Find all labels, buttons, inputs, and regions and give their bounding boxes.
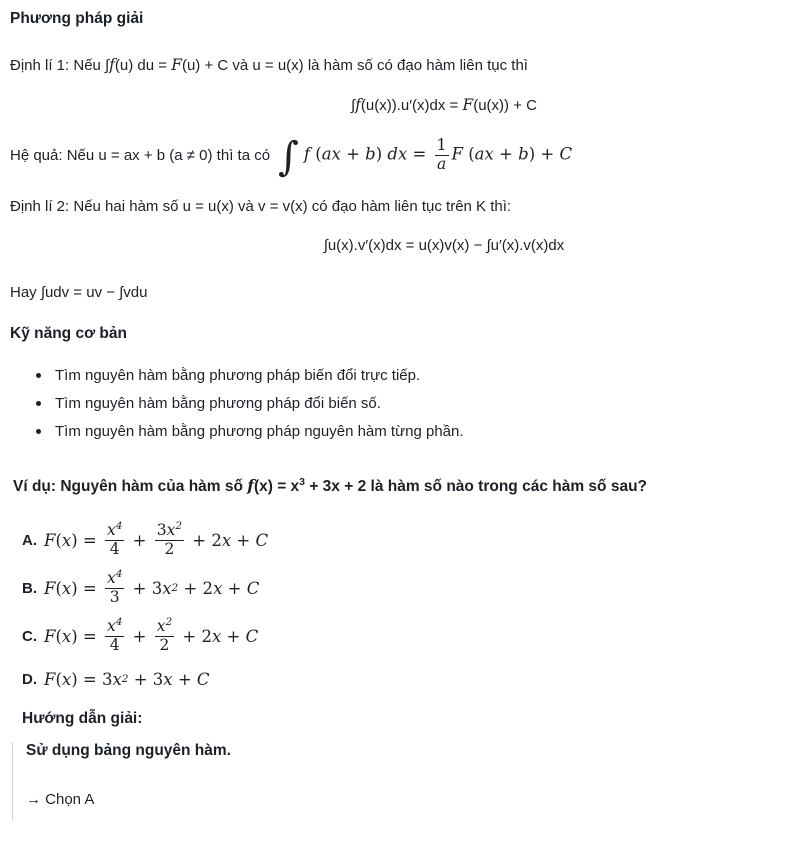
list-item xyxy=(36,367,788,384)
answer-option-d xyxy=(22,664,788,694)
formula-parts: ∫u(x).v′(x)dx = u(x)v(x) − ∫u′(x).v(x)dx xyxy=(323,237,565,254)
example-mid: (x) = x xyxy=(253,478,300,495)
answer-option-a xyxy=(22,516,788,564)
option-label: D. xyxy=(22,670,37,688)
formula1-post: (u(x)) + C xyxy=(473,97,537,114)
bullet-icon xyxy=(36,373,41,378)
integral-sign: ∫ xyxy=(278,134,299,180)
list-item-label: Tìm nguyên hàm bằng phương pháp đổi biến số. xyxy=(55,395,381,412)
solution-block xyxy=(12,742,788,821)
formula-substitution xyxy=(10,96,788,114)
option-label: C. xyxy=(22,627,37,645)
section-heading-method: Phương pháp giải xyxy=(10,10,144,27)
skills-list xyxy=(10,367,788,440)
solution-text: Sử dụng bảng nguyên hàm. xyxy=(26,742,231,759)
list-item xyxy=(36,423,788,440)
list-item-label: Tìm nguyên hàm bằng phương pháp nguyên hàm từng phần. xyxy=(55,423,464,440)
example-post: + 3x + 2 là hàm số nào trong các hàm số sau? xyxy=(305,478,647,495)
section-heading-guide: Hướng dẫn giải: xyxy=(22,710,143,727)
example-question xyxy=(13,476,788,496)
math-var-F: F xyxy=(171,56,182,74)
option-label: A. xyxy=(22,531,37,549)
answer-text: → Chọn A xyxy=(26,791,95,808)
formula1-pre: ∫ xyxy=(351,97,356,114)
option-formula: F ( x ) = $\frac{x^4}{4}$ + $\frac{3x^2}{2}$ + 2 x + C xyxy=(44,519,269,558)
example-pre: Ví dụ: Nguyên hàm của hàm số xyxy=(13,478,248,495)
theorem1-post: (u) + C và u = u(x) là hàm số có đạo hàm liên tục thì xyxy=(181,57,528,74)
list-item-label: Tìm nguyên hàm bằng phương pháp biến đổi trực tiếp. xyxy=(55,367,421,384)
math-var-f: f xyxy=(109,56,115,74)
option-formula: F ( x ) = $\frac{x^4}{4}$ + $\frac{x^2}{2}$ + 2 x + C xyxy=(44,615,259,654)
option-label: B. xyxy=(22,579,37,597)
corollary-math: f (ax + b) dx = $\frac{1}{a}$ F (ax + b) + C xyxy=(303,136,573,173)
corollary-line xyxy=(10,130,788,180)
corollary-text: Hệ quả: Nếu u = ax + b (a ≠ 0) thì ta có xyxy=(10,146,271,164)
option-formula: F ( x ) = 3 x 2 + 3 x + C xyxy=(44,669,210,689)
list-item xyxy=(36,395,788,412)
theorem1-mid: (u) du = xyxy=(114,57,172,74)
bullet-icon xyxy=(36,401,41,406)
corollary-formula xyxy=(278,134,573,180)
theorem1-pre: Định lí 1: Nếu ∫ xyxy=(10,57,110,74)
formula1-mid: (u(x)).u′(x)dx = xyxy=(360,97,463,114)
bullet-icon xyxy=(36,429,41,434)
math-var-f: f xyxy=(247,476,254,495)
theorem2-text: Định lí 2: Nếu hai hàm số u = u(x) và v = v(x) có đạo hàm liên tục trên K thì: xyxy=(10,198,512,215)
answer-option-c xyxy=(22,612,788,660)
section-heading-skills: Kỹ năng cơ bản xyxy=(10,325,127,342)
theorem1-text xyxy=(10,56,788,74)
example-exponent: 3 xyxy=(299,475,306,488)
math-var-f: f xyxy=(355,96,361,114)
hay-line: Hay ∫udv = uv − ∫vdu xyxy=(10,284,148,301)
option-formula: F ( x ) = $\frac{x^4}{3}$ + 3 x 2 + 2 x + C xyxy=(44,567,260,606)
math-var-F: F xyxy=(462,96,474,114)
answer-option-b xyxy=(22,564,788,612)
